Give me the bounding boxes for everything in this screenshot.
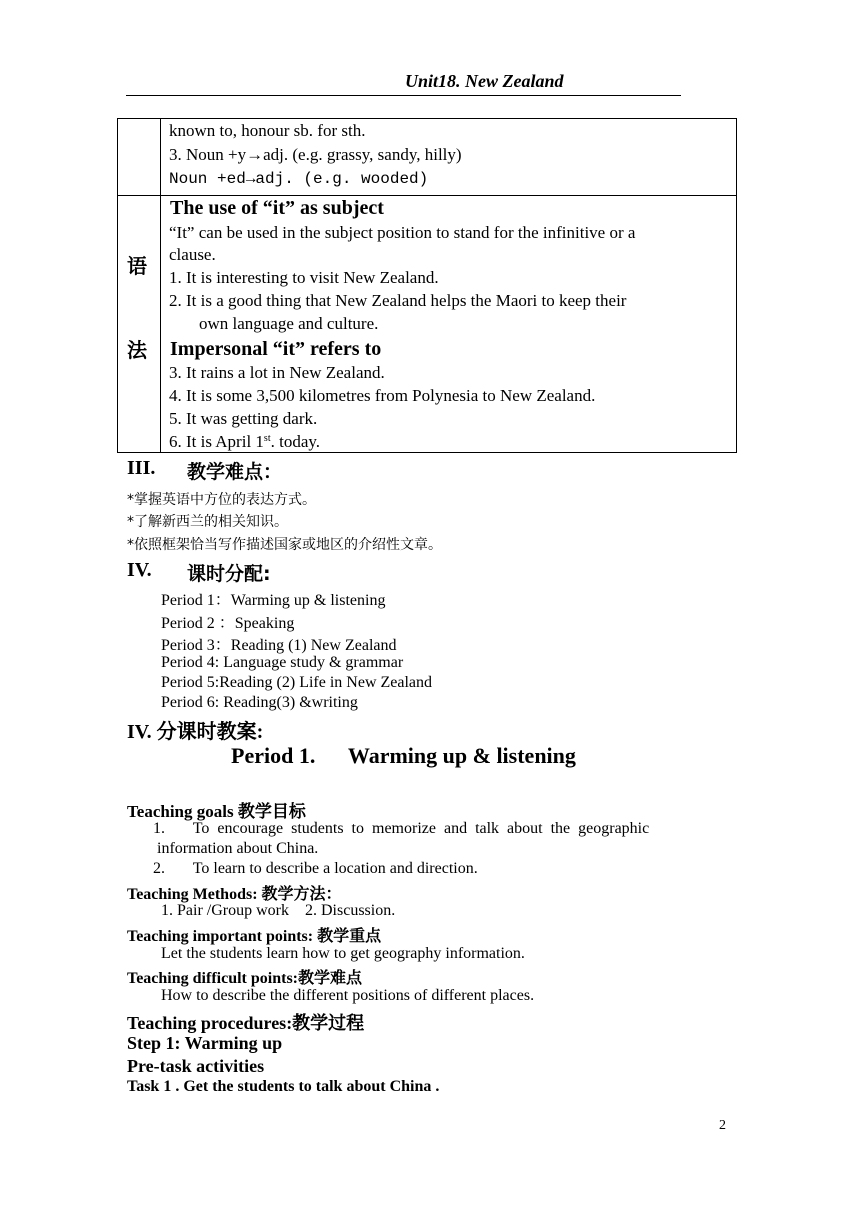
period-item-6: Period 6: Reading(3) &writing	[161, 694, 358, 711]
step-1-heading: Step 1: Warming up	[127, 1033, 283, 1053]
teaching-procedures-heading: Teaching procedures:教学过程	[127, 1013, 365, 1033]
table-row-divider	[118, 195, 736, 196]
difficulty-note-2: *了解新西兰的相关知识。	[127, 514, 288, 530]
pre-task-heading: Pre-task activities	[127, 1056, 265, 1076]
section-iv-number: IV.	[127, 559, 152, 581]
table-row1-line2: 3. Noun +y→adj. (e.g. grassy, sandy, hilly)	[169, 145, 462, 164]
table-label-grammar-top: 语	[127, 254, 147, 278]
teaching-goal-1-line2: information about China.	[157, 840, 319, 857]
grammar-example-2-line1: 2. It is a good thing that New Zealand helps the Maori to keep their	[169, 291, 627, 310]
period-1-title: Period 1. Warming up & listening	[231, 743, 576, 768]
grammar-example-5: 5. It was getting dark.	[169, 409, 318, 428]
teaching-goal-1-line1: 1. To encourage students to memorize and talk about the geographic	[153, 820, 650, 837]
difficulty-note-3: *依照框架恰当写作描述国家或地区的介绍性文章。	[127, 537, 442, 553]
noun-ed-rule: Noun +ed→adj. (e.g. wooded)	[169, 170, 429, 188]
teaching-goal-2: 2. To learn to describe a location and direction.	[153, 860, 478, 877]
period-item-5: Period 5:Reading (2) Life in New Zealand	[161, 674, 433, 691]
teaching-difficult-points-text: How to describe the different positions of different places.	[161, 987, 535, 1004]
section-lesson-plans-title: IV. 分课时教案:	[127, 721, 264, 743]
teaching-methods-text: 1. Pair /Group work 2. Discussion.	[161, 902, 396, 919]
grammar-heading-it-subject: The use of “it” as subject	[170, 197, 384, 219]
period-item-1: Period 1：Warming up & listening	[161, 592, 386, 609]
grammar-desc-line2: clause.	[169, 245, 216, 264]
table-column-divider	[160, 119, 161, 452]
teaching-goals-heading: Teaching goals 教学目标	[127, 802, 306, 821]
teaching-methods-heading: Teaching Methods: 教学方法：	[127, 886, 342, 903]
period-item-4: Period 4: Language study & grammar	[161, 654, 404, 671]
section-iv-title: 课时分配:	[187, 563, 271, 585]
difficulty-note-1: *掌握英语中方位的表达方式。	[127, 492, 316, 508]
grammar-heading-impersonal-it: Impersonal “it” refers to	[170, 338, 382, 360]
page-number: 2	[719, 1118, 726, 1133]
ordinal-suffix: st	[263, 433, 271, 444]
grammar-example-1: 1. It is interesting to visit New Zealand.	[169, 268, 439, 287]
grammar-example-4: 4. It is some 3,500 kilometres from Polynesia to New Zealand.	[169, 386, 596, 405]
table-row1-line1: known to, honour sb. for sth.	[169, 121, 366, 140]
grammar-desc-line1: “It” can be used in the subject position to stand for the infinitive or a	[169, 223, 636, 242]
example-6-text: 6. It is April 1	[169, 432, 264, 451]
teaching-important-points-heading: Teaching important points: 教学重点	[127, 928, 382, 945]
table-label-grammar-bottom: 法	[127, 338, 147, 362]
section-iii-number: III.	[127, 457, 156, 479]
period-item-2: Period 2 ：Speaking	[161, 615, 295, 632]
teaching-important-points-text: Let the students learn how to get geography information.	[161, 945, 525, 962]
teaching-difficult-points-heading: Teaching difficult points:教学难点	[127, 970, 362, 987]
section-iii-title: 教学难点：	[187, 461, 283, 483]
header-rule	[126, 95, 681, 96]
table-row1-line3	[169, 170, 428, 188]
grammar-example-2-line2: own language and culture.	[199, 314, 379, 333]
period-item-3: Period 3：Reading (1) New Zealand	[161, 637, 397, 654]
grammar-example-6	[169, 432, 320, 452]
example-6-end: . today.	[270, 432, 321, 451]
grammar-example-3: 3. It rains a lot in New Zealand.	[169, 363, 385, 382]
task-1-heading: Task 1 . Get the students to talk about China .	[127, 1078, 440, 1095]
page-header-title: Unit18. New Zealand	[405, 71, 564, 91]
